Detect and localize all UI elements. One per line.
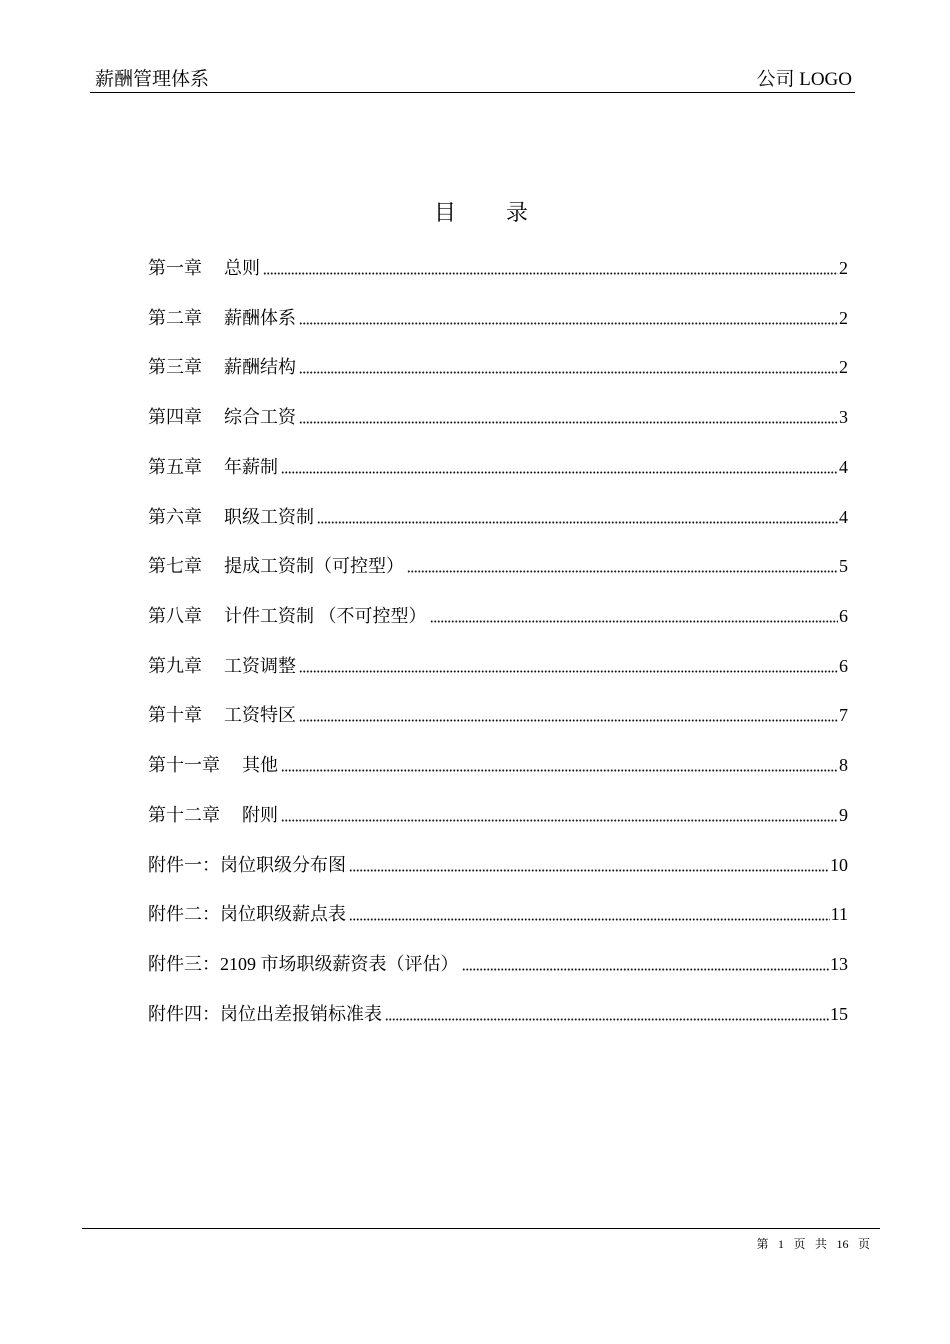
toc-entry[interactable] (148, 705, 848, 725)
toc-entry-page: 9 (839, 804, 848, 825)
toc-entry-appendix[interactable] (148, 1004, 848, 1024)
toc-entry-title: 年薪制 (224, 456, 278, 477)
toc-dot-leader (299, 656, 838, 673)
toc-entry-title: 2109 市场职级薪资表（评估） (220, 954, 459, 975)
toc-entry-page: 2 (839, 357, 848, 378)
toc-dot-leader (385, 1004, 829, 1021)
toc-dot-leader (349, 904, 830, 921)
toc-entry-number: 第十二章 (148, 804, 220, 825)
document-footer (82, 1228, 880, 1253)
toc-dot-leader (281, 457, 838, 474)
toc-entry-number: 第八章 (148, 606, 202, 627)
toc-dot-leader (299, 357, 838, 374)
toc-dot-leader (407, 556, 838, 573)
toc-entry-title: 职级工资制 (224, 506, 314, 527)
toc-entry-number: 第十章 (148, 705, 202, 726)
toc-entry[interactable] (148, 556, 848, 576)
toc-entry-page: 2 (839, 258, 848, 278)
toc-dot-leader (430, 606, 839, 623)
toc-entry-title: 岗位职级分布图 (220, 854, 346, 875)
toc-entry-title: 附则 (242, 804, 278, 825)
toc-entry-page: 8 (839, 755, 848, 776)
toc-entry-number: 第二章 (148, 307, 202, 328)
toc-entry-number: 第六章 (148, 506, 202, 527)
toc-entry-appendix[interactable] (148, 954, 848, 974)
document-header-title: 薪酬管理体系 (95, 69, 210, 90)
toc-entry-appendix[interactable] (148, 904, 848, 924)
toc-entry-number: 第四章 (148, 407, 202, 428)
toc-entry-number: 第十一章 (148, 755, 220, 776)
toc-dot-leader (349, 855, 829, 872)
toc-entry-page: 6 (839, 606, 848, 627)
toc-entry-page: 11 (830, 904, 848, 925)
toc-dot-leader (317, 507, 838, 524)
toc-entry-number: 第九章 (148, 655, 202, 676)
document-header (90, 68, 855, 93)
toc-entry-page: 4 (839, 456, 848, 477)
toc-entry[interactable] (148, 457, 848, 477)
toc-entry[interactable] (148, 407, 848, 427)
toc-dot-leader (281, 755, 838, 772)
toc-entry-title: 岗位出差报销标准表 (220, 1003, 382, 1024)
toc-entry-number: 附件一： (148, 854, 220, 875)
toc-entry-number: 附件三： (148, 954, 220, 975)
toc-entry-number: 附件四： (148, 1003, 220, 1024)
toc-dot-leader (299, 705, 838, 722)
toc-entry-number: 第一章 (148, 258, 202, 278)
toc-entry-title: 提成工资制（可控型） (224, 556, 404, 577)
toc-entry[interactable] (148, 258, 848, 278)
toc-dot-leader (299, 407, 838, 424)
toc-entry[interactable] (148, 656, 848, 676)
toc-entry-number: 第三章 (148, 357, 202, 378)
toc-entry-title: 总则 (224, 258, 260, 278)
toc-entry[interactable] (148, 755, 848, 775)
toc-entry-title: 工资调整 (224, 655, 296, 676)
toc-entry-page: 6 (839, 655, 848, 676)
toc-entry-page: 5 (839, 556, 848, 577)
toc-entry[interactable] (148, 606, 848, 626)
toc-entry-title: 其他 (242, 755, 278, 776)
toc-entry-title: 工资特区 (224, 705, 296, 726)
toc-entry-appendix[interactable] (148, 855, 848, 875)
toc-entry-title: 计件工资制 （不可控型） (224, 606, 427, 627)
toc-entry-number: 第七章 (148, 556, 202, 577)
toc-dot-leader (299, 308, 838, 325)
toc-dot-leader (281, 805, 838, 822)
toc-entry-title: 薪酬结构 (224, 357, 296, 378)
toc-heading: 目 录 (434, 200, 531, 225)
company-logo-text: 公司 LOGO (756, 69, 852, 90)
toc-entry-page: 15 (830, 1003, 848, 1024)
toc-dot-leader (462, 954, 830, 971)
toc-dot-leader (263, 258, 838, 275)
toc-entry-page: 4 (839, 506, 848, 527)
toc-entry-number: 第五章 (148, 456, 202, 477)
toc-entry[interactable] (148, 507, 848, 527)
table-of-contents (148, 258, 848, 1054)
toc-entry-number: 附件二： (148, 904, 220, 925)
toc-entry-title: 薪酬体系 (224, 307, 296, 328)
toc-entry-title: 综合工资 (224, 407, 296, 428)
toc-entry[interactable] (148, 805, 848, 825)
toc-entry-page: 10 (830, 854, 848, 875)
page-counter: 第 1 页 共 16 页 (756, 1237, 870, 1251)
toc-entry-page: 2 (839, 307, 848, 328)
toc-entry[interactable] (148, 308, 848, 328)
toc-entry-page: 7 (839, 705, 848, 726)
toc-entry-page: 13 (830, 954, 848, 975)
toc-entry-page: 3 (839, 407, 848, 428)
toc-entry-title: 岗位职级薪点表 (220, 904, 346, 925)
toc-entry[interactable] (148, 357, 848, 377)
